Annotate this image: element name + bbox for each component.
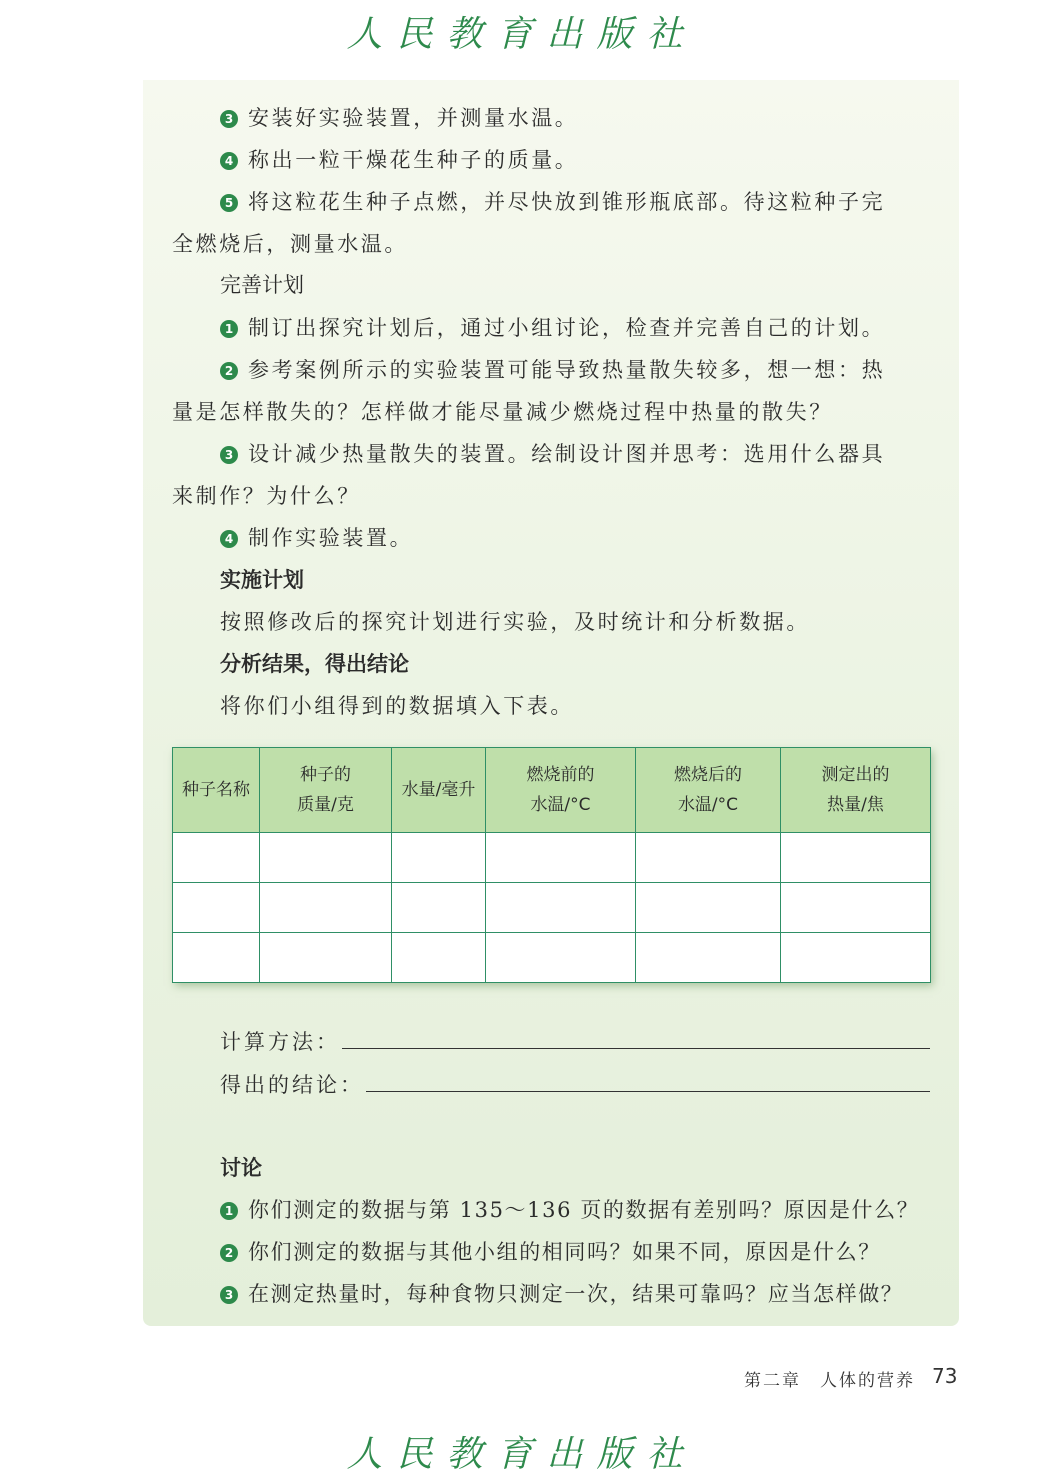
discussion-item <box>220 1194 919 1224</box>
discussion-number-badge: 2 <box>220 1244 238 1262</box>
table-row <box>173 883 931 933</box>
discussion-item <box>220 1278 903 1308</box>
discussion-item <box>220 1236 881 1266</box>
calc-method-label: 计算方法： <box>220 1030 340 1054</box>
discussion-number-badge: 1 <box>220 1202 238 1220</box>
discussion-text: 你们测定的数据与其他小组的相同吗？如果不同，原因是什么？ <box>248 1240 881 1264</box>
discussion-text: 在测定热量时，每种食物只测定一次，结果可靠吗？应当怎样做？ <box>248 1282 904 1306</box>
step-number-badge: 4 <box>220 530 238 548</box>
step-text-continuation: 全燃烧后，测量水温。 <box>172 232 408 256</box>
table-header-cell: 测定出的 热量/焦 <box>781 748 931 833</box>
step-item <box>220 522 413 552</box>
step-number-badge: 4 <box>220 152 238 170</box>
table-header-cell: 水量/毫升 <box>392 748 486 833</box>
step-text: 制订出探究计划后，通过小组讨论，检查并完善自己的计划。 <box>248 316 886 340</box>
step-text-continuation: 来制作？为什么？ <box>172 484 361 508</box>
table-header-cell: 种子名称 <box>173 748 260 833</box>
step-item <box>220 102 578 132</box>
table-cell[interactable] <box>260 883 392 933</box>
discussion-text: 你们测定的数据与第 135～136 页的数据有差别吗？原因是什么？ <box>248 1198 920 1222</box>
table-cell[interactable] <box>173 883 260 933</box>
table-header-cell: 燃烧后的 水温/°C <box>636 748 781 833</box>
table-cell[interactable] <box>173 933 260 983</box>
page-number: 73 <box>932 1364 958 1388</box>
table-header-cell: 种子的 质量/克 <box>260 748 392 833</box>
step-item <box>220 144 578 174</box>
step-number-badge: 3 <box>220 446 238 464</box>
table-cell[interactable] <box>392 883 486 933</box>
table-cell[interactable] <box>260 833 392 883</box>
step-text: 称出一粒干燥花生种子的质量。 <box>248 148 579 172</box>
section-heading-improve: 完善计划 <box>220 273 304 297</box>
table-row <box>173 933 931 983</box>
table-cell[interactable] <box>486 933 636 983</box>
discussion-number-badge: 3 <box>220 1286 238 1304</box>
step-number-badge: 2 <box>220 362 238 380</box>
step-text: 制作实验装置。 <box>248 526 414 550</box>
step-number-badge: 1 <box>220 320 238 338</box>
table-cell[interactable] <box>486 883 636 933</box>
step-item <box>220 354 885 384</box>
step-text: 安装好实验装置，并测量水温。 <box>248 106 579 130</box>
section-heading-implement: 实施计划 <box>220 568 304 592</box>
chapter-title: 第二章 人体的营养 <box>744 1371 915 1391</box>
table-cell[interactable] <box>781 933 931 983</box>
step-text: 将这粒花生种子点燃，并尽快放到锥形瓶底部。待这粒种子完 <box>248 190 886 214</box>
table-cell[interactable] <box>260 933 392 983</box>
step-text-continuation: 量是怎样散失的？怎样做才能尽量减少燃烧过程中热量的散失？ <box>172 400 833 424</box>
implement-text: 按照修改后的探究计划进行实验，及时统计和分析数据。 <box>220 610 810 634</box>
section-heading-analyze: 分析结果，得出结论 <box>220 652 409 676</box>
calc-method-answer-line[interactable] <box>342 1048 930 1049</box>
table-cell[interactable] <box>636 833 781 883</box>
step-item <box>220 186 885 216</box>
data-table <box>172 747 931 983</box>
table-cell[interactable] <box>392 833 486 883</box>
step-text: 设计减少热量散失的装置。绘制设计图并思考：选用什么器具 <box>248 442 886 466</box>
table-cell[interactable] <box>486 833 636 883</box>
table-cell[interactable] <box>636 933 781 983</box>
conclusion-answer-line[interactable] <box>366 1091 930 1092</box>
table-cell[interactable] <box>781 833 931 883</box>
table-cell[interactable] <box>173 833 260 883</box>
table-row <box>173 833 931 883</box>
conclusion-label: 得出的结论： <box>220 1073 364 1097</box>
table-header-cell: 燃烧前的 水温/°C <box>486 748 636 833</box>
section-heading-discuss: 讨论 <box>220 1156 262 1180</box>
publisher-watermark-top: 人民教育出版社 <box>346 14 697 55</box>
step-text: 参考案例所示的实验装置可能导致热量散失较多，想一想：热 <box>248 358 886 382</box>
step-number-badge: 3 <box>220 110 238 128</box>
table-cell[interactable] <box>392 933 486 983</box>
data-table-container <box>172 747 930 982</box>
step-item <box>220 438 885 468</box>
step-item <box>220 312 885 342</box>
publisher-watermark-bottom: 人民教育出版社 <box>346 1434 697 1475</box>
table-cell[interactable] <box>781 883 931 933</box>
step-number-badge: 5 <box>220 194 238 212</box>
table-header-row <box>173 748 931 833</box>
table-cell[interactable] <box>636 883 781 933</box>
analyze-text: 将你们小组得到的数据填入下表。 <box>220 694 574 718</box>
